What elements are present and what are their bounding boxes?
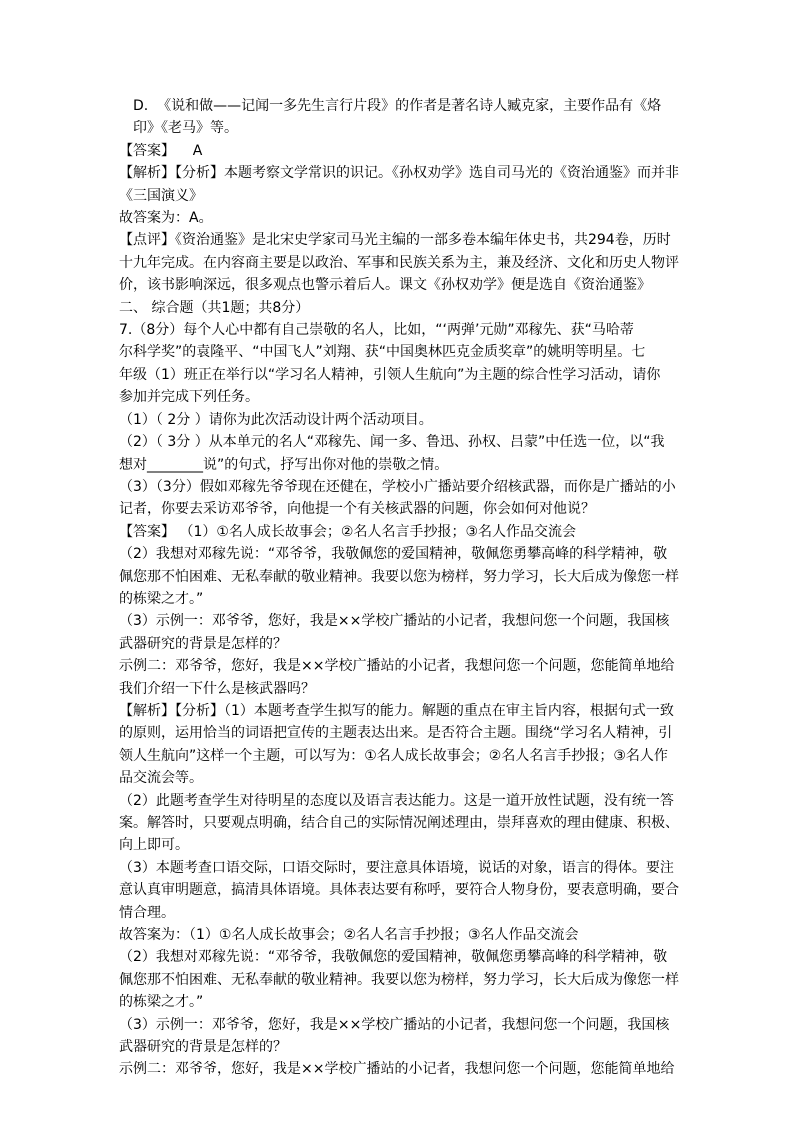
text-line: 案。解答时，只要观点明确，结合自己的实际情况阐述理由，崇拜喜欢的理由健康、积极、: [119, 815, 679, 831]
text-line: D. 《说和做——记闻一多先生言行片段》的作者是著名诗人臧克家，主要作品有《烙: [133, 98, 662, 114]
text-line: （2）此题考查学生对待明星的态度以及语言表达能力。这是一道开放性试题，没有统一答: [119, 792, 674, 809]
text-line: 示例二：邓爷爷，您好，我是××学校广播站的小记者，我想问您一个问题，您能简单地给: [119, 1061, 675, 1078]
text-line: （3）本题考查口语交际，口语交际时，要注意具体语境，说话的对象，语言的得体。要注: [119, 859, 674, 876]
text-line: 记者，你要去采访邓爷爷，向他提一个有关核武器的问题，你会如何对他说？: [119, 501, 595, 518]
text-line: 二、 综合题（共1题；共8分）: [119, 299, 310, 316]
text-line: 武器研究的背景是怎样的？: [119, 1039, 287, 1056]
text-line: 领人生航向”这样一个主题，可以写为：①名人成长故事会；②名人名言手抄报；③名人作: [119, 747, 668, 764]
text-line: （2）我想对邓稼先说：“邓爷爷，我敬佩您的爱国精神，敬佩您勇攀高峰的科学精神，敬: [119, 546, 668, 563]
text-line: 尔科学奖”的袁隆平、“中国飞人”刘翔、获“中国奥林匹克金质奖章”的姚明等明星。七: [119, 344, 646, 361]
text-line: （2）（ 3分 ）从本单元的名人“邓稼先、闻一多、鲁迅、孙权、吕蒙”中任选一位，以“我: [119, 434, 665, 451]
text-line: 向上即可。: [119, 837, 189, 854]
document-body: [119, 95, 679, 1081]
text-line: （3）（3分）假如邓稼先爷爷现在还健在，学校小广播站要介绍核武器，而你是广播站的小: [119, 478, 676, 495]
text-line: 【点评】《资治通鉴》是北宋史学家司马光主编的一部多卷本编年体史书，共294卷，历时: [119, 232, 671, 249]
text-line: 故答案为：（1）①名人成长故事会；②名人名言手抄报；③名人作品交流会: [119, 927, 579, 944]
text-line: 【答案】 （1）①名人成长故事会；②名人名言手抄报；③名人作品交流会: [119, 523, 577, 540]
text-line: 年级（1）班正在举行以“学习名人精神，引领人生航向”为主题的综合性学习活动，请你: [119, 366, 661, 383]
text-line: （3）示例一：邓爷爷，您好，我是××学校广播站的小记者，我想问您一个问题，我国核: [119, 1016, 670, 1033]
text-line: 我们介绍一下什么是核武器吗？: [119, 680, 315, 697]
text-line: 武器研究的背景是怎样的？: [119, 635, 287, 652]
text-line: 情合理。: [119, 904, 175, 921]
text-line: 故答案为：A。: [119, 210, 213, 227]
text-line: 价，该书影响深远，很多观点也警示着后人。课文《孙权劝学》便是选自《资治通鉴》: [119, 277, 651, 294]
text-line: 的栋梁之才。”: [119, 590, 204, 607]
text-line: 示例二：邓爷爷，您好，我是××学校广播站的小记者，我想问您一个问题，您能简单地给: [119, 658, 675, 675]
text-line: 《三国演义》: [119, 187, 203, 204]
text-line: 【解析】【分析】本题考察文学常识的识记。《孙权劝学》选自司马光的《资治通鉴》而并非: [119, 165, 679, 182]
text-line: 【解析】【分析】（1）本题考查学生拟写的能力。解题的重点在审主旨内容，根据句式一致: [119, 702, 674, 719]
text-line: 意认真审明题意，搞清具体语境。具体表达要有称呼，要符合人物身份，要表意明确，要合: [119, 882, 679, 899]
text-line: 【答案】 A: [119, 142, 203, 159]
text-line: 印》《老马》等。: [133, 120, 238, 137]
text-line: 的原则，运用恰当的词语把宣传的主题表达出来。是否符合主题。围绕“学习名人精神，引: [119, 725, 673, 742]
text-line: 参加并完成下列任务。: [119, 389, 259, 406]
text-line: 佩您那不怕困难、无私奉献的敬业精神。我要以您为榜样，努力学习，长大后成为像您一样: [119, 971, 679, 988]
text-line: 佩您那不怕困难、无私奉献的敬业精神。我要以您为榜样，努力学习，长大后成为像您一样: [119, 568, 679, 585]
text-line: （2）我想对邓稼先说：“邓爷爷，我敬佩您的爱国精神，敬佩您勇攀高峰的科学精神，敬: [119, 949, 668, 966]
text-line: 的栋梁之才。”: [119, 994, 204, 1011]
text-line: （3）示例一：邓爷爷，您好，我是××学校广播站的小记者，我想问您一个问题，我国核: [119, 613, 670, 630]
text-line: （1）（ 2分 ）请你为此次活动设计两个活动项目。: [119, 411, 433, 428]
text-line: 十九年完成。在内容商主要是以政治、军事和民族关系为主，兼及经济、文化和历史人物评: [119, 254, 679, 271]
text-line: 想对________说”的句式，抒写出你对他的崇敬之情。: [119, 456, 449, 473]
text-line: 7.（8分）每个人心中都有自己崇敬的名人，比如，“‘两弹’元勋”邓稼先、获“马哈蒂: [119, 322, 634, 339]
text-line: 品交流会等。: [119, 770, 203, 787]
